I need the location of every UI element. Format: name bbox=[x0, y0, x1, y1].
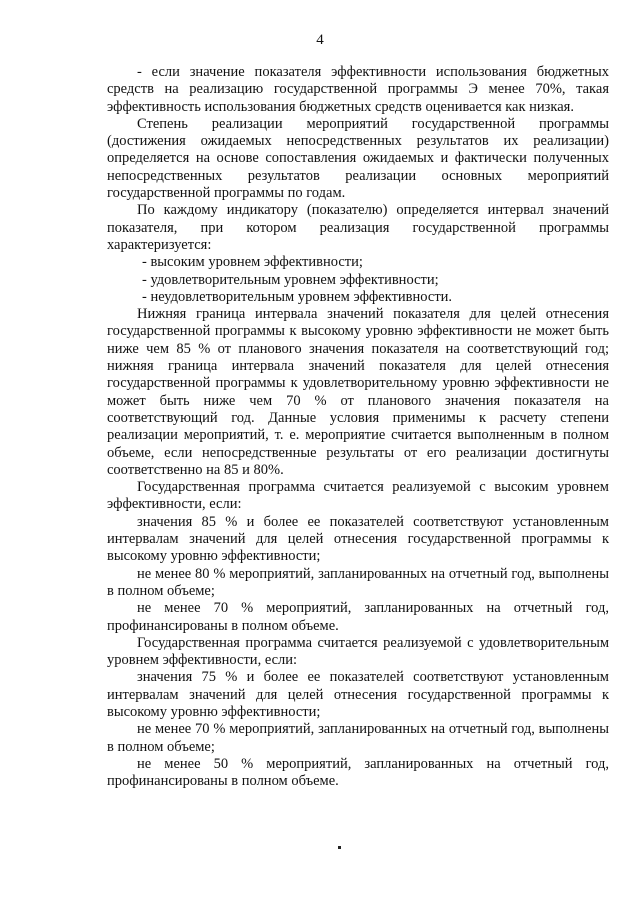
criterion-high-indicators: значения 85 % и более ее показателей соответствуют установленным интервалам значений для целей отнесения государственной программы к высокому уровню эффективности; bbox=[107, 513, 609, 565]
criterion-satisfactory-measures-completed: не менее 70 % мероприятий, запланированных на отчетный год, выполнены в полном объеме; bbox=[107, 721, 609, 755]
list-item-satisfactory-level: - удовлетворительным уровнем эффективности; bbox=[142, 271, 439, 288]
paragraph-satisfactory-efficiency-intro: Государственная программа считается реализуемой с удовлетворительным уровнем эффективности, если: bbox=[107, 634, 609, 669]
criterion-high-measures-completed: не менее 80 % мероприятий, запланированных на отчетный год, выполнены в полном объеме; bbox=[107, 565, 609, 599]
paragraph-high-efficiency-intro: Государственная программа считается реализуемой с высоким уровнем эффективности, если: bbox=[107, 479, 609, 513]
document-body bbox=[107, 64, 609, 790]
page-number: 4 bbox=[316, 32, 324, 48]
paragraph-indicator-interval: По каждому индикатору (показателю) определяется интервал значений показателя, при котором реализация государственной программы характеризуется: bbox=[107, 202, 609, 253]
criterion-high-measures-financed: не менее 70 % мероприятий, запланированных на отчетный год, профинансированы в полном объеме. bbox=[107, 600, 609, 634]
list-item-unsatisfactory-level: - неудовлетворительным уровнем эффективности. bbox=[142, 288, 453, 305]
scan-speck bbox=[338, 846, 341, 849]
criterion-satisfactory-measures-financed: не менее 50 % мероприятий, запланированных на отчетный год, профинансированы в полном объеме. bbox=[107, 755, 609, 790]
paragraph-measures-implementation-degree: Степень реализации мероприятий государственной программы (достижения ожидаемых непосредственных результатов их реализации) определяется на основе сопоставления ожидаемых и фактически полученных непосредственных результатов реализации основных мероприятий государственной программы по годам. bbox=[107, 115, 609, 202]
list-item-high-level: - высоким уровнем эффективности; bbox=[142, 254, 363, 271]
paragraph-low-efficiency-condition: - если значение показателя эффективности использования бюджетных средств на реализацию государственной программы Э менее 70%, такая эффективность использования бюджетных средств оценивается как низкая. bbox=[107, 64, 609, 115]
criterion-satisfactory-indicators: значения 75 % и более ее показателей соответствуют установленным интервалам значений для целей отнесения государственной программы к высокому уровню эффективности; bbox=[107, 669, 609, 720]
paragraph-interval-lower-bound: Нижняя граница интервала значений показателя для целей отнесения государственной программы к высокому уровню эффективности не может быть ниже чем 85 % от планового значения показателя на соответствующий год; нижняя граница интервала значений показателя для целей отнесения государственной программы к удовлетворительному уровню эффективности не может быть ниже чем 70 % от планового значения показателя на соответствующий год. Данные условия применимы к расчету степени реализации мероприятий, т. е. мероприятие считается выполненным в полном объеме, если непосредственные результаты от его реализации достигнуты соответственно на 85 и 80%. bbox=[107, 306, 609, 478]
